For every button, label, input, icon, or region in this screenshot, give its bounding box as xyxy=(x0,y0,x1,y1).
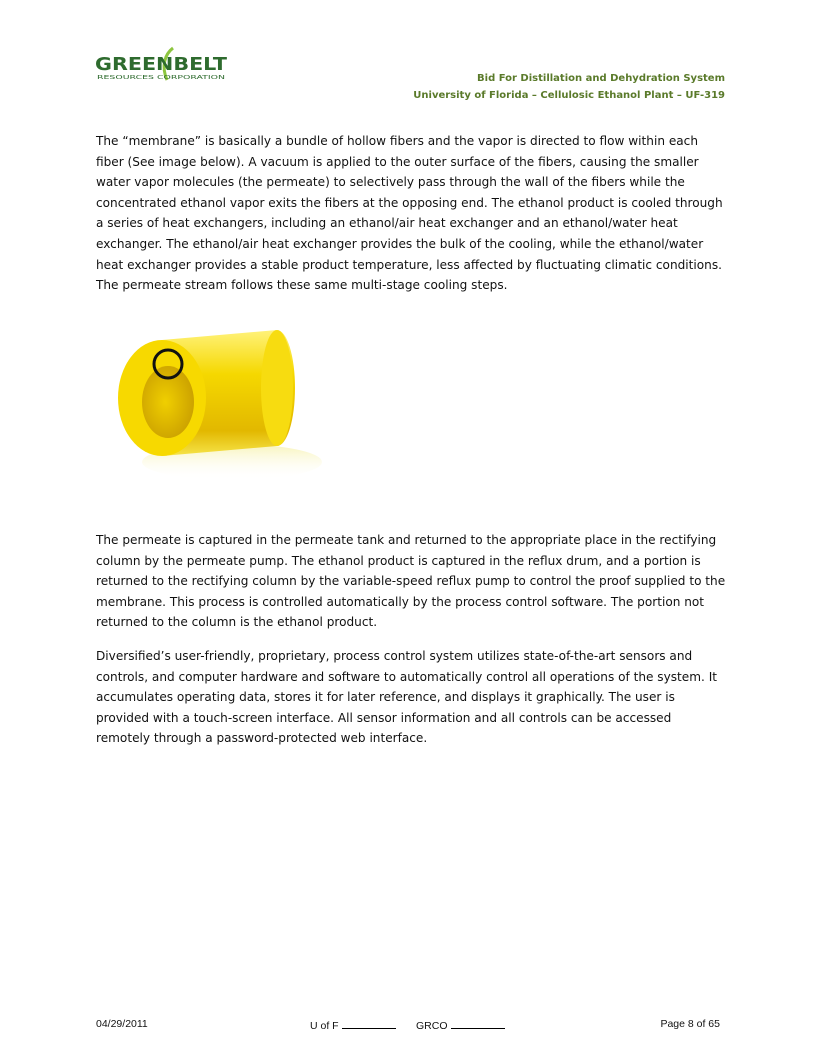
uof-signature-line xyxy=(342,1018,396,1029)
grco-signature-line xyxy=(451,1018,505,1029)
header-line-2: University of Florida – Cellulosic Ethanol Plant – UF-319 xyxy=(413,90,725,101)
greenbelt-logo xyxy=(95,44,235,86)
footer-uof-label: U of F xyxy=(310,1020,339,1032)
document-header xyxy=(413,70,725,104)
footer-grco-label: GRCO xyxy=(416,1020,448,1032)
hollow-fiber-image xyxy=(112,322,322,492)
logo-subtext: RESOURCES CORPORATION xyxy=(97,75,225,81)
footer-uof-initials xyxy=(310,1018,396,1032)
footer-grco-initials xyxy=(416,1018,505,1032)
header-line-1: Bid For Distillation and Dehydration System xyxy=(477,73,725,84)
fiber-end-cap xyxy=(261,330,293,446)
paragraph-membrane: The “membrane” is basically a bundle of hollow fibers and the vapor is directed to flow within each fiber (See image below). A vacuum is applied to the outer surface of the fibers, causing the smaller water vapor molecules (the permeate) to selectively pass through the wall of the fibers while the concentrated ethanol vapor exits the fibers at the opposing end. The ethanol product is cooled through a series of heat exchangers, including an ethanol/air heat exchanger and an ethanol/water heat exchanger. The ethanol/air heat exchanger provides the bulk of the cooling, while the ethanol/water heat exchanger provides a stable product temperature, less affected by fluctuating climatic conditions. The permeate stream follows these same multi-stage cooling steps. xyxy=(96,134,723,293)
logo-text: GREENBELT xyxy=(95,54,228,75)
paragraph-control-system: Diversified’s user-friendly, proprietary, process control system utilizes state-of-the-art sensors and controls, and computer hardware and software to automatically control all operations of the system. It accumulates operating data, stores it for later reference, and displays it graphically. The user is provided with a touch-screen interface. All sensor information and all controls can be accessed remotely through a password-protected web interface. xyxy=(96,649,717,746)
paragraph-permeate: The permeate is captured in the permeate tank and returned to the appropriate place in the rectifying column by the permeate pump. The ethanol product is captured in the reflux drum, and a portion is returned to the rectifying column by the variable-speed reflux pump to control the proof supplied to the membrane. This process is controlled automatically by the process control software. The portion not returned to the column is the ethanol product. xyxy=(96,533,726,630)
footer-date: 04/29/2011 xyxy=(96,1018,148,1030)
footer-page-number: Page 8 of 65 xyxy=(660,1018,720,1030)
